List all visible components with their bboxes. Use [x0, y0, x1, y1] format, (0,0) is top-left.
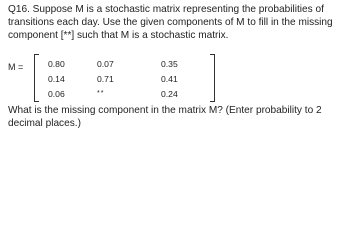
matrix-cell: 0.35 [161, 58, 178, 69]
matrix-cell: 0.14 [48, 73, 65, 84]
right-bracket [210, 54, 215, 102]
left-bracket [34, 54, 39, 102]
matrix-row [48, 56, 208, 71]
matrix-grid [48, 56, 208, 101]
missing-cell: ** [97, 90, 105, 97]
question-text: Q16. Suppose M is a stochastic matrix representing the probabilities of transitions each day. Use the given components of M to fill in the missing component [**] such that M is a stochastic matrix. [8, 4, 333, 42]
matrix-cell: 0.07 [97, 58, 114, 69]
matrix-cell: 0.41 [161, 73, 178, 84]
matrix-cell: 0.80 [48, 58, 65, 69]
matrix-cell: 0.24 [161, 88, 178, 99]
matrix-cell: 0.06 [48, 88, 65, 99]
matrix-row [48, 86, 208, 101]
matrix-cell: 0.71 [97, 73, 114, 84]
followup-question: What is the missing component in the matrix M? (Enter probability to 2 decimal places.) [8, 105, 322, 130]
matrix-label: M = [8, 62, 24, 72]
matrix-row [48, 71, 208, 86]
